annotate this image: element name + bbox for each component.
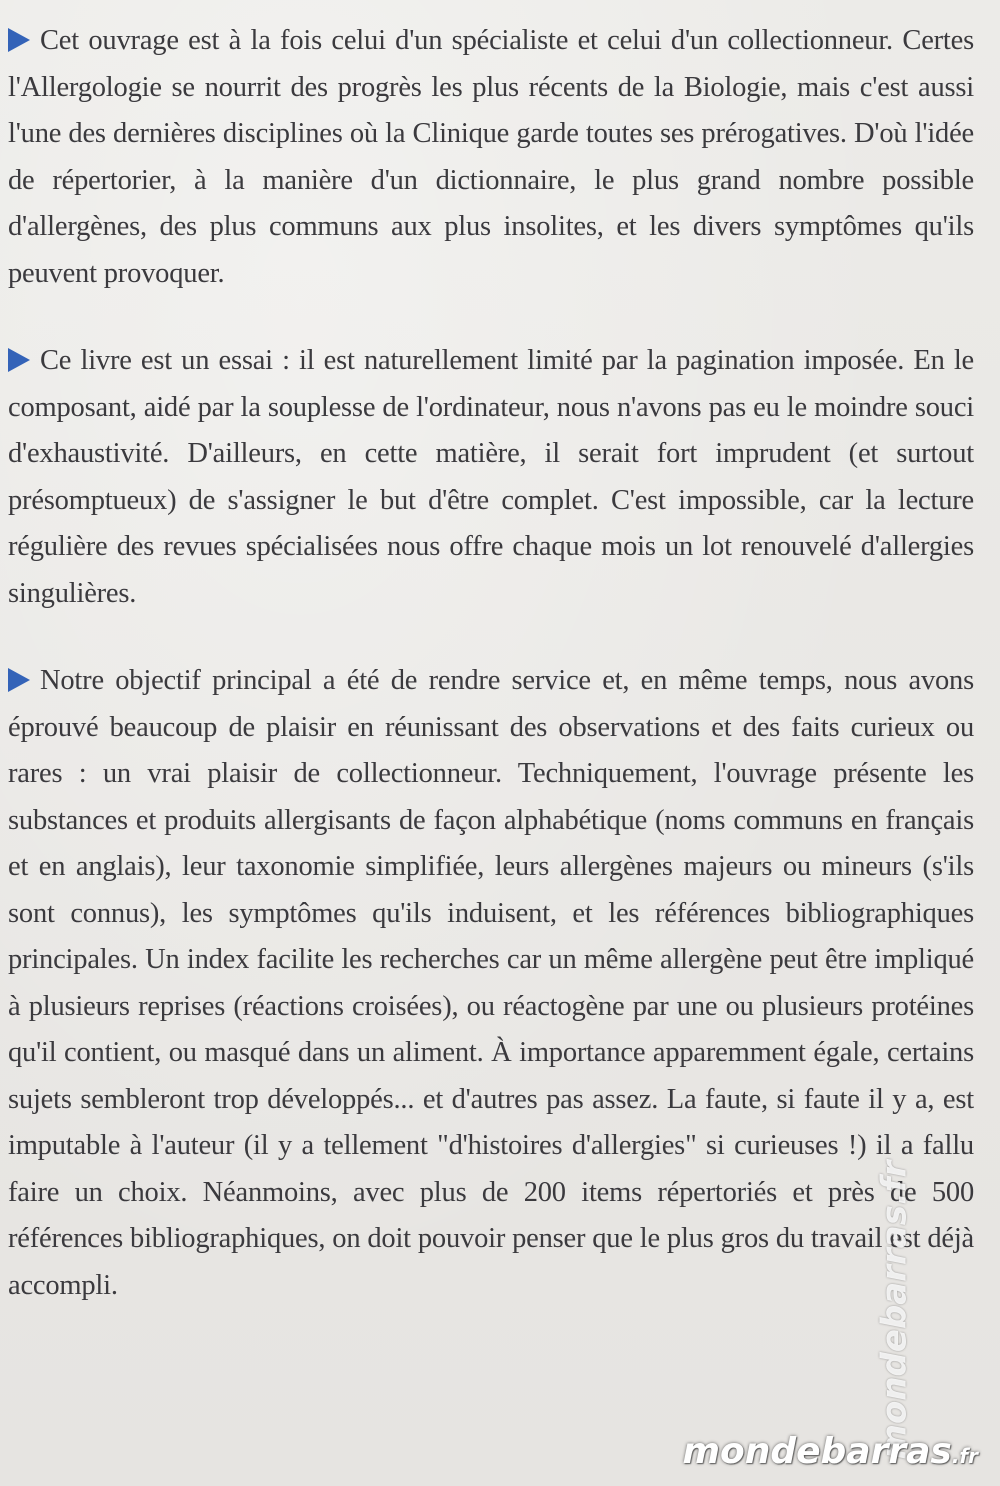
paragraph-1 bbox=[8, 18, 974, 297]
paragraph-3 bbox=[8, 658, 974, 1309]
triangle-bullet-icon bbox=[8, 668, 30, 692]
triangle-bullet-icon bbox=[8, 28, 30, 52]
paragraph-2 bbox=[8, 338, 974, 617]
triangle-bullet-icon bbox=[8, 348, 30, 372]
watermark-logo-tld: .fr bbox=[951, 1444, 978, 1468]
watermark-logo-name: mondebarras bbox=[682, 1431, 952, 1472]
watermark-vertical-text: mondebarras.fr bbox=[874, 1160, 915, 1460]
watermark-logo bbox=[682, 1431, 978, 1472]
paragraph-3-text: Notre objectif principal a été de rendre service et, en même temps, nous avons éprouvé beaucoup de plaisir en réunissant des observations et des faits curieux ou rares : un vrai plaisir de collectionneur. Techniquement, l'ouvrage présente les substances et produits allergisants de façon alphabétique (noms communs en français et en anglais), leur taxonomie simplifiée, leurs allergènes majeurs ou mineurs (s'ils sont connus), les symptômes qu'ils induisent, et les références bibliographiques principales. Un index facilite les recherches car un même allergène peut être impliqué à plusieurs reprises (réactions croisées), ou réactogène par une ou plusieurs protéines qu'il contient, ou masqué dans un aliment. À importance apparemment égale, certains sujets sembleront trop développés... et d'autres pas assez. La faute, si faute il y a, est imputable à l'auteur (il y a tellement "d'histoires d'allergies" si curieuses !) il a fallu faire un choix. Néanmoins, avec plus de 200 items répertoriés et près de 500 références bibliographiques, on doit pouvoir penser que le plus gros du travail est déjà accompli. bbox=[8, 665, 974, 1301]
watermark-vertical bbox=[875, 1161, 915, 1460]
paragraph-1-text: Cet ouvrage est à la fois celui d'un spécialiste et celui d'un collectionneur. Certes l'Allergologie se nourrit des progrès les plus récents de la Biologie, mais c'est aussi l'une des dernières disciplines où la Clinique garde toutes ses prérogatives. D'où l'idée de répertorier, à la manière d'un dictionnaire, le plus grand nombre possible d'allergènes, des plus communs aux plus insolites, et les divers symptômes qu'ils peuvent provoquer. bbox=[8, 25, 974, 289]
paragraph-2-text: Ce livre est un essai : il est naturellement limité par la pagination imposée. En le composant, aidé par la souplesse de l'ordinateur, nous n'avons pas eu le moindre souci d'exhaustivité. D'ailleurs, en cette matière, il serait fort imprudent (et surtout présomptueux) de s'assigner le but d'être complet. C'est impossible, car la lecture régulière des revues spécialisées nous offre chaque mois un lot renouvelé d'allergies singulières. bbox=[8, 345, 974, 609]
